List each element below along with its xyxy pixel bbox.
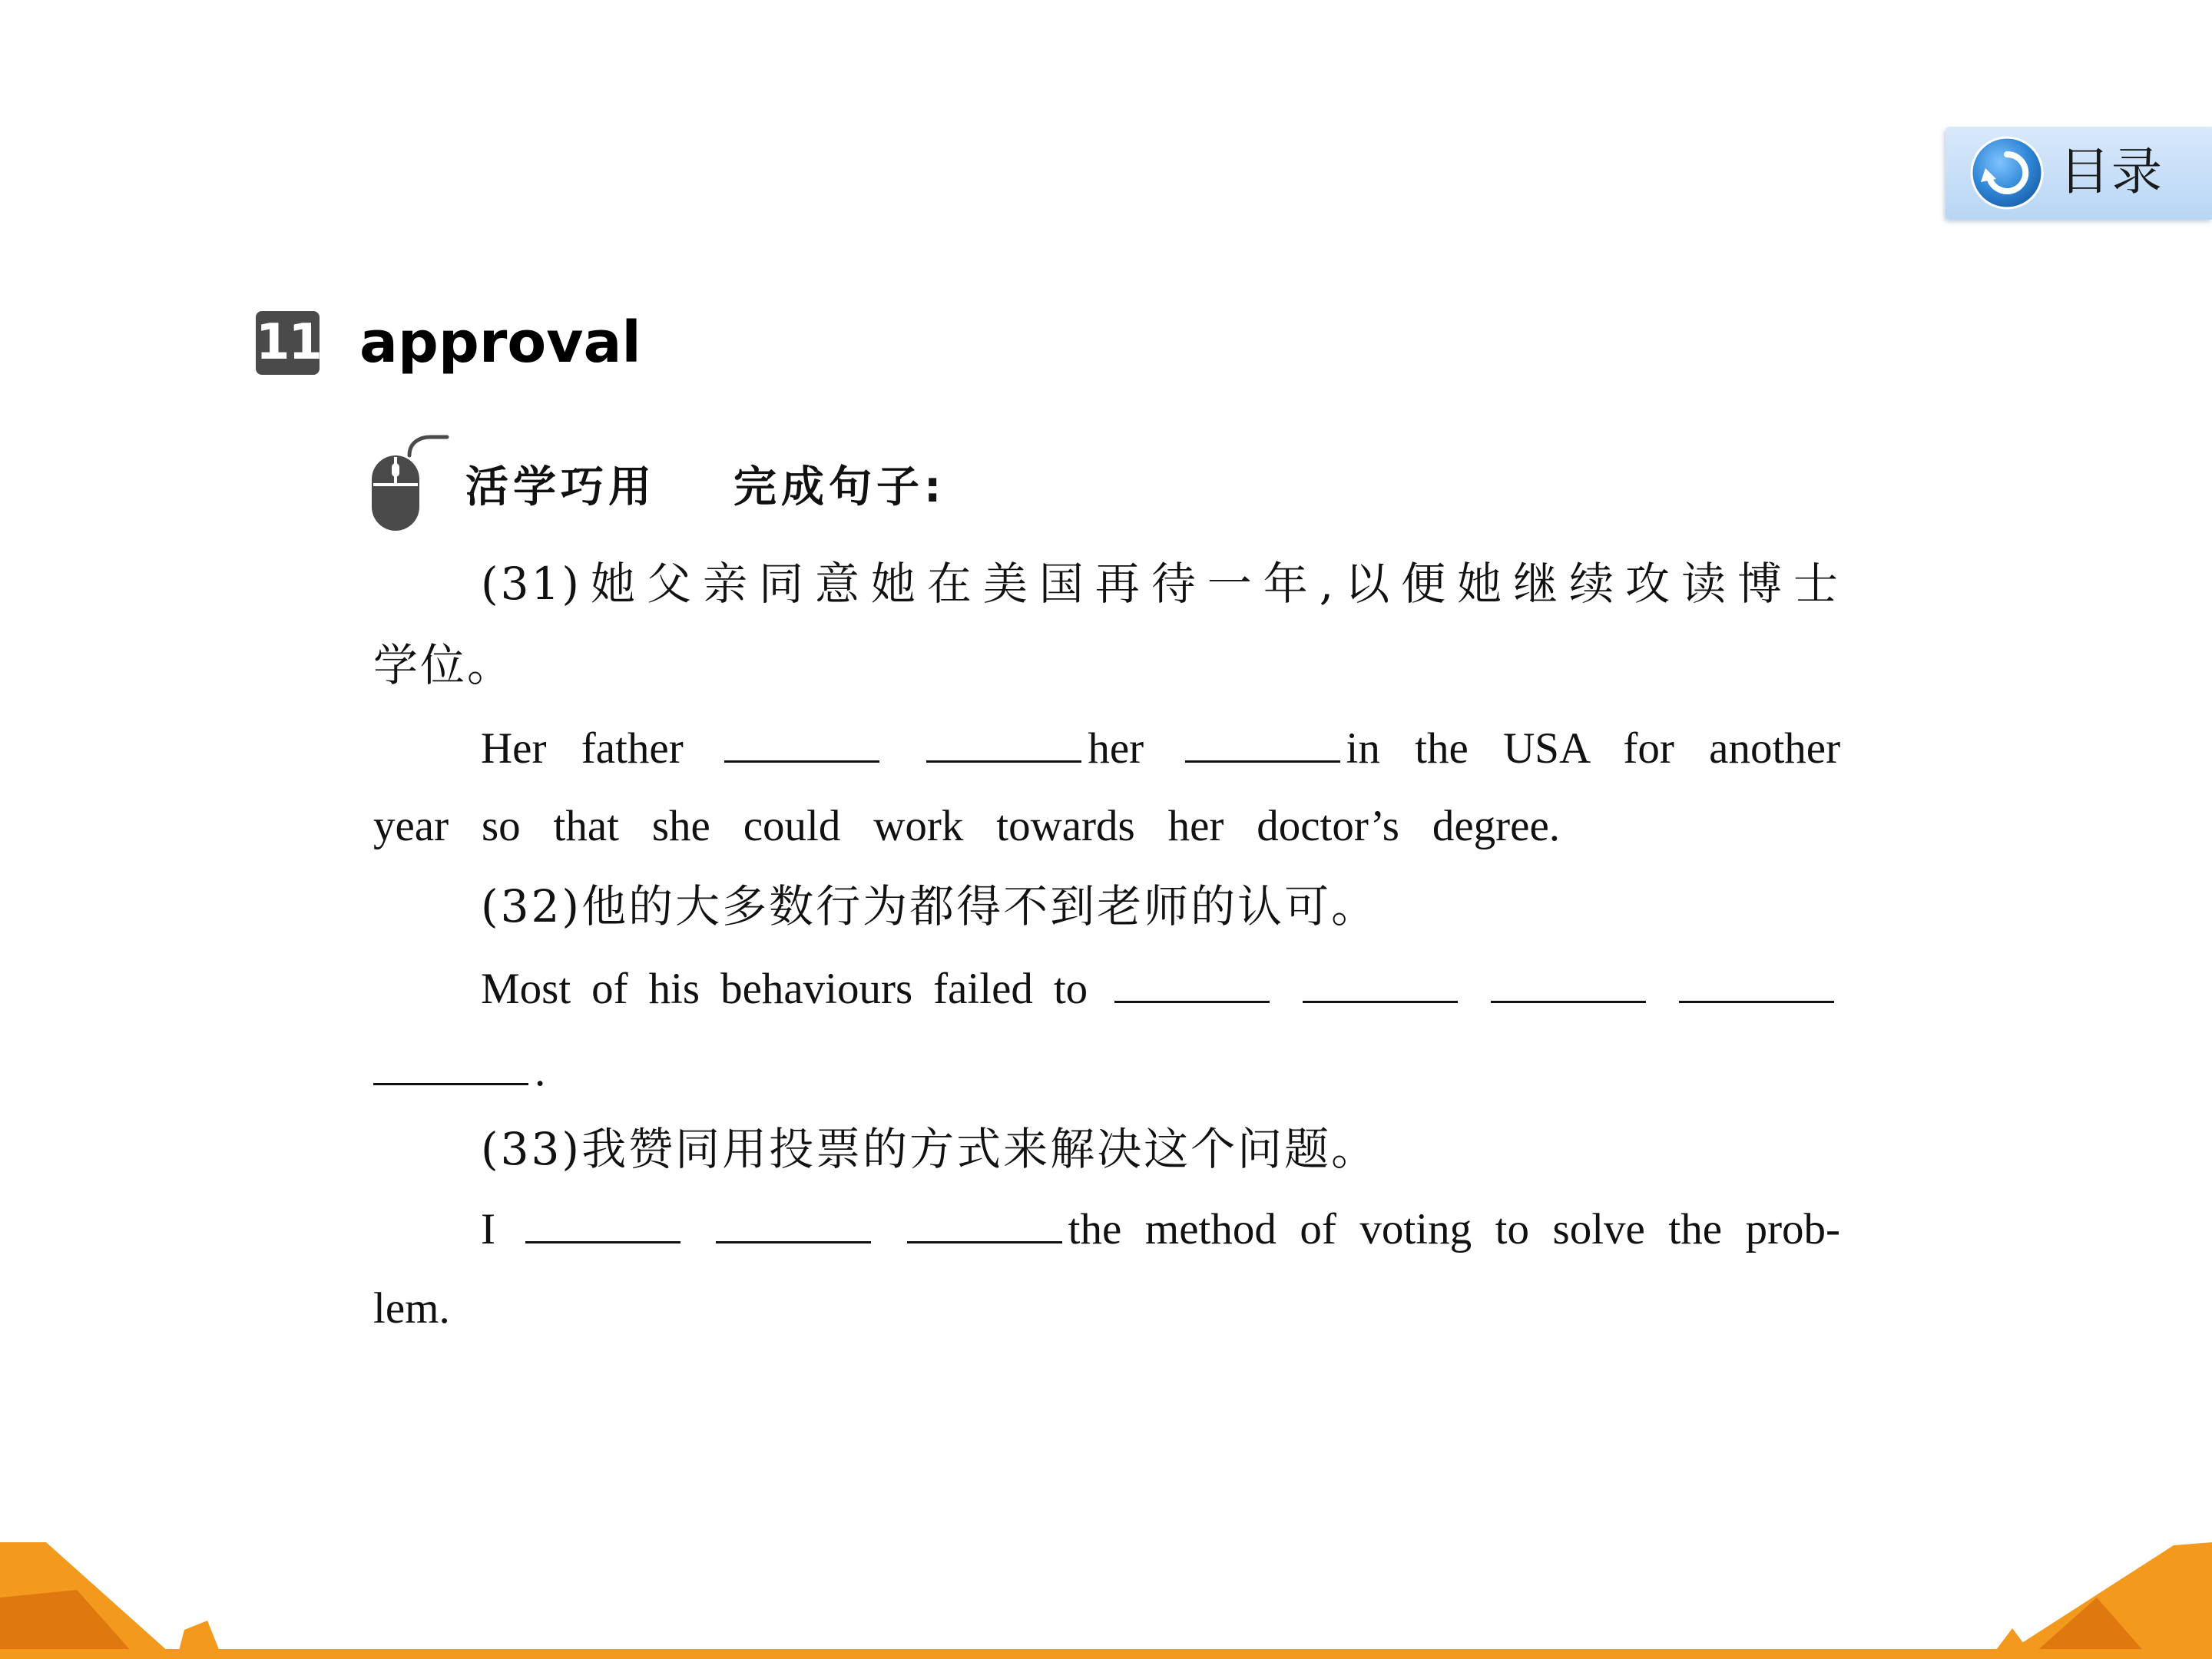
sentence-text: in the USA for another [1346,724,1841,773]
sentence-text: her [1088,724,1144,773]
vocabulary-word: approval [359,310,641,376]
answer-blank[interactable] [926,716,1081,763]
exercise-number: (32) [481,880,582,932]
exercise-chinese-text: 她父亲同意她在美国再待一年,以便她继续攻读博士 [581,558,1840,610]
refresh-circle-icon [1969,134,2045,211]
exercise-number: (33) [481,1123,582,1175]
exercise-33-english-line1 [481,1197,1840,1260]
bottom-bar [0,1649,2212,1659]
answer-blank[interactable] [373,1038,528,1085]
bottom-decoration [0,1528,2212,1659]
exercise-33-chinese [481,1118,1378,1180]
exercise-31-english-line1 [481,716,1840,780]
exercise-chinese-text: 他的大多数行为都得不到老师的认可。 [581,880,1379,932]
exercise-33-english-line2: lem. [373,1284,450,1333]
sentence-text: the method of voting to solve the prob- [1068,1205,1841,1253]
answer-blank[interactable] [1679,956,1834,1003]
answer-blank[interactable] [716,1197,871,1243]
sentence-text: I [481,1205,495,1253]
exercise-chinese-text: 我赞同用投票的方式来解决这个问题。 [581,1123,1379,1175]
item-number-badge: 11 [256,311,320,375]
answer-blank[interactable] [1114,956,1270,1003]
answer-blank[interactable] [525,1197,680,1243]
toc-label: 目录 [2059,142,2164,201]
toc-button[interactable] [1945,127,2212,220]
answer-blank[interactable] [907,1197,1062,1243]
answer-blank[interactable] [1303,956,1458,1003]
section-label: 活学巧用 [465,462,656,512]
answer-blank[interactable] [724,716,879,763]
exercise-32-chinese [481,876,1378,937]
sentence-text: . [535,1047,546,1095]
answer-blank[interactable] [1491,956,1646,1003]
exercise-32-english-line2 [373,1038,545,1102]
sentence-text: Her father [481,724,684,773]
exercise-31-chinese-line2: 学位。 [373,639,515,691]
section-instruction: 完成句子: [733,462,946,512]
answer-blank[interactable] [1185,716,1340,763]
exercise-31-english-line2: year so that she could work towards her doctor’s degree. [373,802,1560,850]
sentence-text: Most of his behaviours failed to [481,965,1088,1013]
exercise-31-chinese-line1 [373,553,1840,614]
exercise-32-english-line1 [481,956,1840,1020]
exercise-number: (31) [481,558,582,610]
computer-mouse-icon [367,434,452,534]
